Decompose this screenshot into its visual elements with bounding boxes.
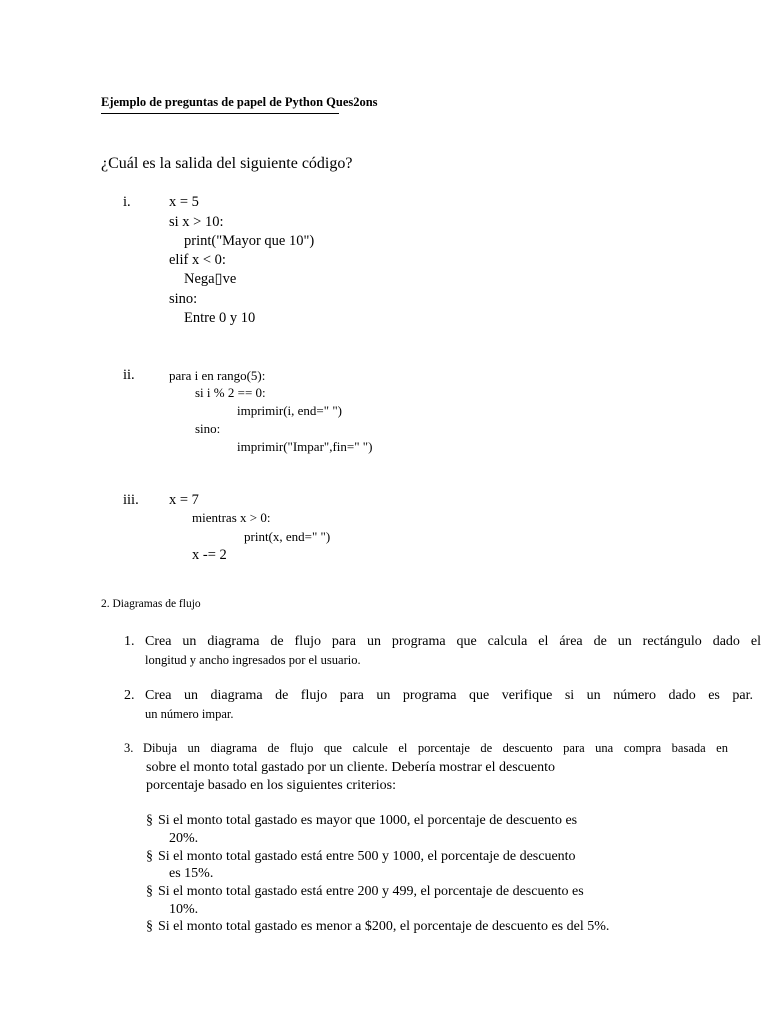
- list-number: 3.: [124, 741, 134, 755]
- code-line: sino:: [195, 421, 221, 436]
- title-underline: [101, 113, 339, 114]
- criteria-bullet: §: [146, 919, 153, 934]
- code-line: x = 5: [169, 194, 199, 210]
- list-number: 2.: [124, 688, 135, 703]
- criteria-text: Si el monto total gastado está entre 500 y 1000, el porcentaje de descuento: [158, 849, 576, 864]
- criteria-text: Si el monto total gastado está entre 200 y 499, el porcentaje de descuento es: [158, 884, 584, 899]
- criteria-text: 20%.: [169, 831, 199, 846]
- code-line: print("Mayor que 10"): [184, 233, 315, 249]
- list-item-text: porcentaje basado en los siguientes criterios:: [146, 778, 396, 793]
- code-line: sino:: [169, 291, 198, 307]
- criteria-text: Si el monto total gastado es mayor que 1000, el porcentaje de descuento es: [158, 813, 578, 828]
- criteria-text: Si el monto total gastado es menor a $200, el porcentaje de descuento es del 5%.: [158, 919, 610, 934]
- section-heading: 2. Diagramas de flujo: [101, 598, 201, 610]
- code-line: imprimir(i, end=" "): [237, 403, 342, 418]
- code-line: si i % 2 == 0:: [195, 385, 266, 400]
- question-heading: ¿Cuál es la salida del siguiente código?: [101, 155, 353, 172]
- list-item-text: Crea un diagrama de flujo para un programa que calcula el área de un rectángulo dado el: [145, 635, 761, 649]
- list-item-text: sobre el monto total gastado por un cliente. Debería mostrar el descuento: [146, 760, 555, 775]
- item-numeral: iii.: [123, 492, 139, 508]
- page-title: Ejemplo de preguntas de papel de Python Ques2ons: [101, 95, 378, 109]
- list-number: 1.: [124, 634, 135, 649]
- list-item-text: longitud y ancho ingresados por el usuario.: [145, 653, 361, 667]
- criteria-bullet: §: [146, 884, 153, 899]
- code-line: Entre 0 y 10: [184, 310, 256, 326]
- criteria-text: 10%.: [169, 902, 199, 917]
- code-line: elif x < 0:: [169, 252, 226, 268]
- criteria-bullet: §: [146, 849, 153, 864]
- item-numeral: ii.: [123, 367, 135, 383]
- code-line: imprimir("Impar",fin=" "): [237, 439, 373, 454]
- list-item-text: Crea un diagrama de flujo para un programa que verifique si un número dado es par.: [145, 689, 753, 703]
- code-line: Nega▯ve: [184, 271, 237, 287]
- item-numeral: i.: [123, 194, 131, 210]
- code-line: print(x, end=" "): [244, 529, 331, 544]
- code-line: para i en rango(5):: [169, 368, 266, 383]
- list-item-text: Dibuja un diagrama de flujo que calcule el porcentaje de descuento para una compra basada en: [143, 742, 728, 755]
- criteria-bullet: §: [146, 813, 153, 828]
- criteria-text: es 15%.: [169, 866, 214, 881]
- code-line: si x > 10:: [169, 214, 224, 230]
- code-line: x = 7: [169, 492, 199, 508]
- list-item-text: un número impar.: [145, 707, 234, 721]
- code-line: mientras x > 0:: [192, 510, 271, 525]
- code-line: x -= 2: [192, 547, 227, 563]
